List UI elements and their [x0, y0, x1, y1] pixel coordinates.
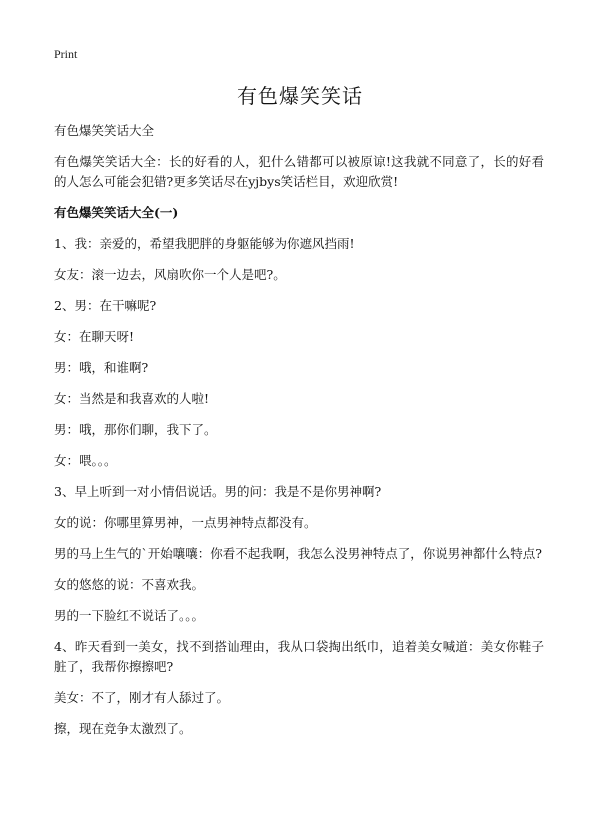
joke-paragraph: 女：喂。。。: [54, 453, 117, 468]
intro-paragraph: 有色爆笑笑话大全：长的好看的人，犯什么错都可以被原谅!这我就不同意了，长的好看的人怎么可能会犯错?更多笑话尽在yjbys笑话栏目，欢迎欣赏!: [54, 154, 544, 189]
document-body: [54, 121, 544, 750]
print-label: Print: [54, 47, 78, 61]
document-subtitle: 有色爆笑笑话大全: [54, 123, 155, 138]
joke-paragraph: 2、男：在干嘛呢?: [54, 298, 157, 313]
joke-paragraph: 擦，现在竞争太激烈了。: [54, 721, 192, 736]
joke-paragraph: 女友：滚一边去，风扇吹你一个人是吧?。: [54, 267, 286, 282]
joke-paragraph: 男：哦，和谁啊?: [54, 360, 149, 375]
joke-paragraph: 1、我：亲爱的，希望我肥胖的身躯能够为你遮风挡雨!: [54, 236, 355, 251]
document-title: 有色爆笑笑话: [237, 84, 363, 108]
joke-paragraph: 男的马上生气的`开始嚷嚷：你看不起我啊，我怎么没男神特点了，你说男神都什么特点?: [54, 546, 542, 561]
joke-paragraph: 女的悠悠的说：不喜欢我。: [54, 577, 205, 592]
joke-paragraph: 女：当然是和我喜欢的人啦!: [54, 391, 210, 406]
joke-paragraph: 女：在聊天呀!: [54, 329, 135, 344]
joke-paragraph: 男的一下脸红不说话了。。。: [54, 608, 205, 623]
joke-paragraph: 美女：不了，刚才有人舔过了。: [54, 690, 230, 705]
joke-paragraph: 男：哦，那你们聊，我下了。: [54, 422, 217, 437]
joke-paragraph: 4、昨天看到一美女，找不到搭讪理由，我从口袋掏出纸巾，追着美女喊道：美女你鞋子脏了，我帮你擦擦吧?: [54, 639, 544, 674]
joke-paragraph: 3、早上听到一对小情侣说话。男的问：我是不是你男神啊?: [54, 484, 382, 499]
joke-paragraph: 女的说：你哪里算男神，一点男神特点都没有。: [54, 515, 317, 530]
section-heading: 有色爆笑笑话大全(一): [54, 205, 179, 220]
